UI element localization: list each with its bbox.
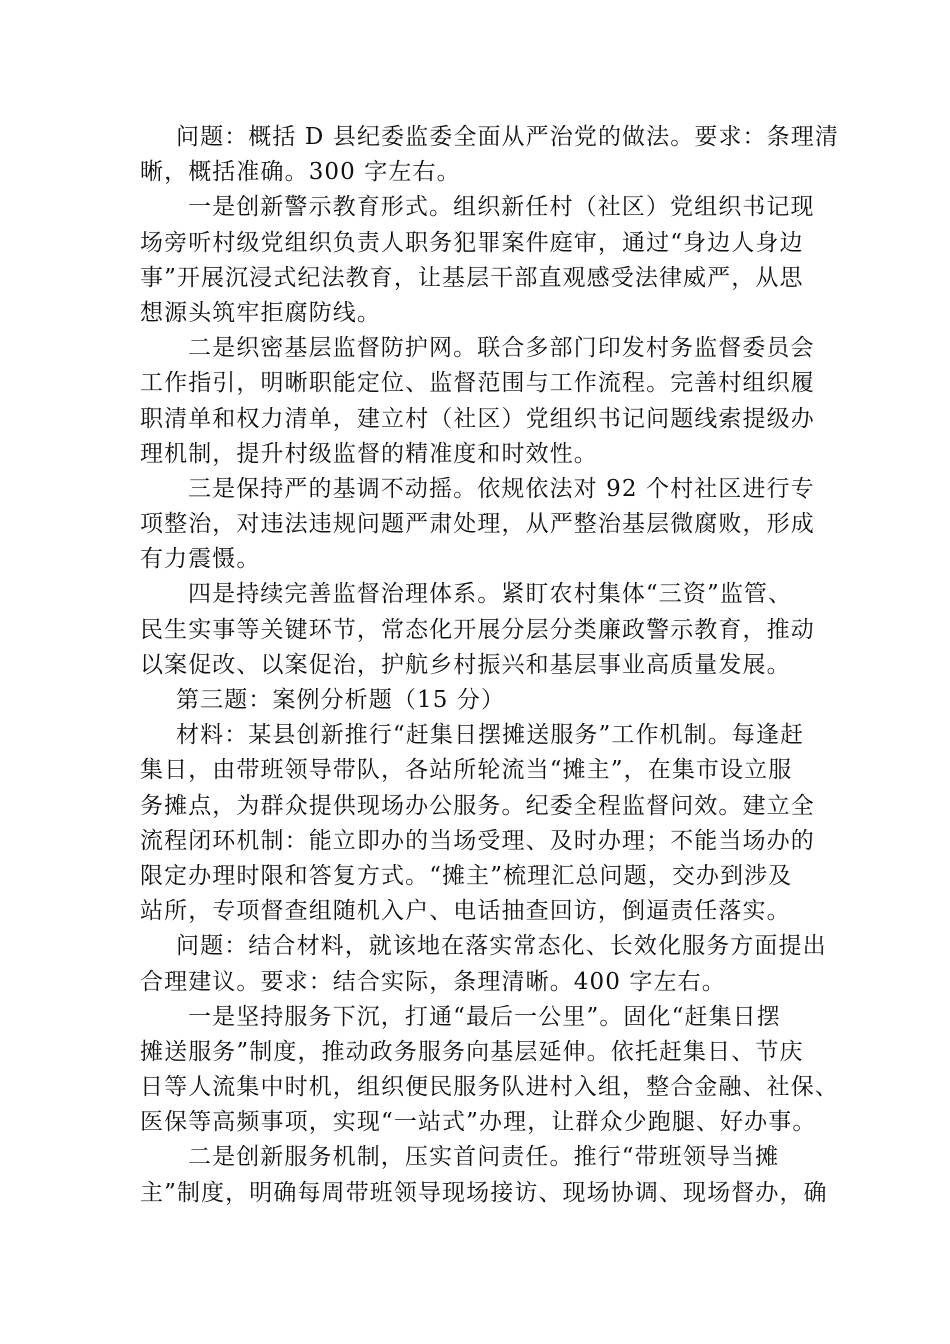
text-line: 主”制度，明确每周带班领导现场接访、现场协调、现场督办，确 (140, 1179, 828, 1206)
text-line: 问题：概括 D 县纪委监委全面从严治党的做法。要求：条理清 (176, 124, 839, 150)
text-line: 流程闭环机制：能立即办的当场受理、及时办理；不能当场办的 (140, 827, 815, 854)
text-line: 工作指引，明晰职能定位、监督范围与工作流程。完善村组织履 (140, 370, 815, 397)
text-line: 以案促改、以案促治，护航乡村振兴和基层事业高质量发展。 (140, 651, 791, 678)
text-line: 四是持续完善监督治理体系。紧盯农村集体“三资”监管、 (188, 581, 793, 608)
text-line: 有力震慑。 (140, 546, 261, 573)
text-line: 站所，专项督查组随机入户、电话抽查回访，倒逼责任落实。 (140, 898, 791, 925)
text-line: 一是创新警示教育形式。组织新任村（社区）党组织书记现 (188, 194, 815, 221)
text-line: 理机制，提升村级监督的精准度和时效性。 (140, 440, 598, 467)
text-line: 事”开展沉浸式纪法教育，让基层干部直观感受法律威严，从思 (140, 264, 804, 291)
text-line: 项整治，对违法违规问题严肃处理，从严整治基层微腐败，形成 (140, 511, 815, 538)
text-line: 材料：某县创新推行“赶集日摆摊送服务”工作机制。每逢赶 (176, 722, 805, 749)
text-line: 问题：结合材料，就该地在落实常态化、长效化服务方面提出 (176, 933, 827, 960)
text-line: 务摊点，为群众提供现场办公服务。纪委全程监督问效。建立全 (140, 792, 815, 819)
text-line: 民生实事等关键环节，常态化开展分层分类廉政警示教育，推动 (140, 616, 815, 643)
text-line: 职清单和权力清单，建立村（社区）党组织书记问题线索提级办 (140, 405, 815, 432)
text-line: 摊送服务”制度，推动政务服务向基层延伸。依托赶集日、节庆 (140, 1038, 804, 1065)
text-line: 集日，由带班领导带队，各站所轮流当“摊主”，在集市设立服 (140, 757, 793, 784)
text-line: 日等人流集中时机，组织便民服务队进村入组，整合金融、社保、 (140, 1074, 839, 1101)
text-line: 一是坚持服务下沉，打通“最后一公里”。固化“赶集日摆 (188, 1003, 781, 1030)
text-line: 场旁听村级党组织负责人职务犯罪案件庭审，通过“身边人身边 (140, 229, 804, 256)
text-line: 合理建议。要求：结合实际，条理清晰。400 字左右。 (140, 968, 726, 995)
text-line: 晰，概括准确。300 字左右。 (140, 159, 461, 186)
text-line: 二是织密基层监督防护网。联合多部门印发村务监督委员会 (188, 335, 815, 362)
text-line: 想源头筑牢拒腐防线。 (140, 299, 381, 326)
text-line: 医保等高频事项，实现“一站式”办理，让群众少跑腿、好办事。 (140, 1109, 817, 1136)
text-line: 限定办理时限和答复方式。“摊主”梳理汇总问题，交办到涉及 (140, 862, 793, 889)
text-line: 三是保持严的基调不动摇。依规依法对 92 个村社区进行专 (188, 475, 815, 502)
section-heading: 第三题：案例分析题（15 分） (176, 687, 506, 713)
document-body (140, 120, 839, 1211)
text-line: 二是创新服务机制，压实首问责任。推行“带班领导当摊 (188, 1144, 780, 1171)
